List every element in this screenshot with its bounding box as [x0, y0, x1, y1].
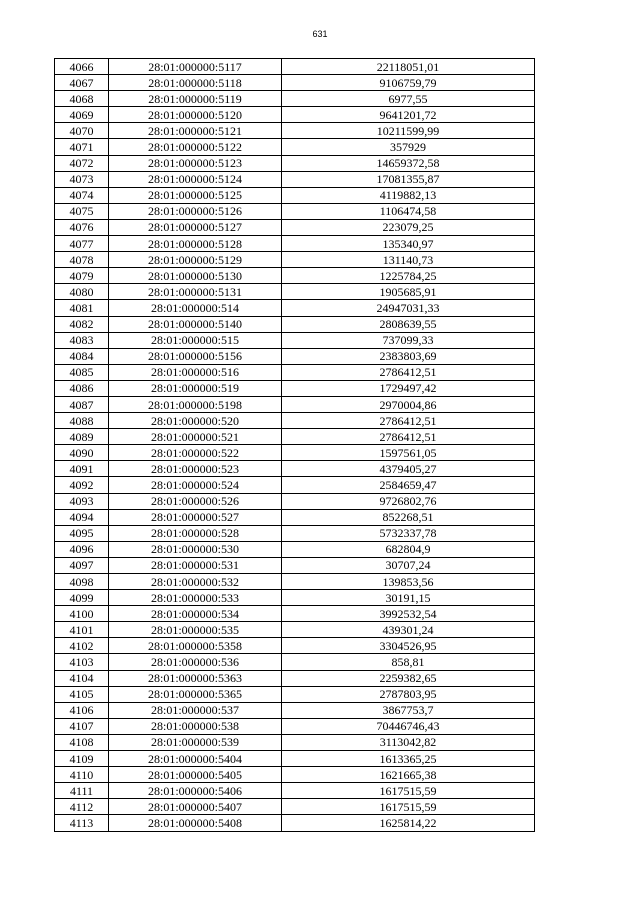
value-cell: 135340,97 [282, 236, 535, 252]
value-cell: 30191,15 [282, 590, 535, 606]
value-cell: 9641201,72 [282, 107, 535, 123]
table-row [55, 348, 535, 364]
cadastral-number-cell: 28:01:000000:535 [109, 622, 282, 638]
row-number-cell: 4093 [55, 493, 109, 509]
row-number-cell: 4071 [55, 139, 109, 155]
cadastral-number-cell: 28:01:000000:5131 [109, 284, 282, 300]
cadastral-number-cell: 28:01:000000:531 [109, 557, 282, 573]
row-number-cell: 4108 [55, 734, 109, 750]
row-number-cell: 4081 [55, 300, 109, 316]
cadastral-number-cell: 28:01:000000:5363 [109, 670, 282, 686]
row-number-cell: 4106 [55, 702, 109, 718]
table-row [55, 219, 535, 235]
value-cell: 9106759,79 [282, 75, 535, 91]
cadastral-number-cell: 28:01:000000:5130 [109, 268, 282, 284]
table-row [55, 638, 535, 654]
cadastral-number-cell: 28:01:000000:530 [109, 541, 282, 557]
table-row [55, 751, 535, 767]
table-row [55, 155, 535, 171]
table-row [55, 59, 535, 75]
cadastral-number-cell: 28:01:000000:5404 [109, 751, 282, 767]
row-number-cell: 4095 [55, 525, 109, 541]
cadastral-number-cell: 28:01:000000:5122 [109, 139, 282, 155]
value-cell: 1905685,91 [282, 284, 535, 300]
row-number-cell: 4105 [55, 686, 109, 702]
table-row [55, 799, 535, 815]
cadastral-number-cell: 28:01:000000:5405 [109, 767, 282, 783]
table-row [55, 396, 535, 412]
cadastral-number-cell: 28:01:000000:5123 [109, 155, 282, 171]
cadastral-number-cell: 28:01:000000:5120 [109, 107, 282, 123]
value-cell: 2584659,47 [282, 477, 535, 493]
value-cell: 858,81 [282, 654, 535, 670]
value-cell: 30707,24 [282, 557, 535, 573]
table-row [55, 413, 535, 429]
cadastral-number-cell: 28:01:000000:5358 [109, 638, 282, 654]
cadastral-number-cell: 28:01:000000:5121 [109, 123, 282, 139]
row-number-cell: 4073 [55, 171, 109, 187]
table-row [55, 509, 535, 525]
row-number-cell: 4075 [55, 203, 109, 219]
row-number-cell: 4076 [55, 219, 109, 235]
cadastral-number-cell: 28:01:000000:5156 [109, 348, 282, 364]
value-cell: 9726802,76 [282, 493, 535, 509]
cadastral-number-cell: 28:01:000000:539 [109, 734, 282, 750]
table-body [55, 59, 535, 832]
value-cell: 223079,25 [282, 219, 535, 235]
table-row [55, 332, 535, 348]
row-number-cell: 4104 [55, 670, 109, 686]
value-cell: 2808639,55 [282, 316, 535, 332]
value-cell: 3304526,95 [282, 638, 535, 654]
row-number-cell: 4085 [55, 364, 109, 380]
row-number-cell: 4091 [55, 461, 109, 477]
table-row [55, 123, 535, 139]
cadastral-number-cell: 28:01:000000:5408 [109, 815, 282, 831]
value-cell: 1597561,05 [282, 445, 535, 461]
row-number-cell: 4070 [55, 123, 109, 139]
value-cell: 131140,73 [282, 252, 535, 268]
table-row [55, 557, 535, 573]
row-number-cell: 4096 [55, 541, 109, 557]
row-number-cell: 4099 [55, 590, 109, 606]
table-row [55, 477, 535, 493]
cadastral-number-cell: 28:01:000000:5124 [109, 171, 282, 187]
cadastral-number-cell: 28:01:000000:5128 [109, 236, 282, 252]
cadastral-number-cell: 28:01:000000:524 [109, 477, 282, 493]
value-cell: 22118051,01 [282, 59, 535, 75]
cadastral-number-cell: 28:01:000000:5118 [109, 75, 282, 91]
value-cell: 439301,24 [282, 622, 535, 638]
table-row [55, 445, 535, 461]
value-cell: 2787803,95 [282, 686, 535, 702]
cadastral-number-cell: 28:01:000000:528 [109, 525, 282, 541]
table-row [55, 268, 535, 284]
row-number-cell: 4084 [55, 348, 109, 364]
value-cell: 10211599,99 [282, 123, 535, 139]
row-number-cell: 4101 [55, 622, 109, 638]
cadastral-number-cell: 28:01:000000:5407 [109, 799, 282, 815]
row-number-cell: 4072 [55, 155, 109, 171]
page-number: 631 [312, 29, 328, 39]
table-row [55, 686, 535, 702]
table-row [55, 91, 535, 107]
table-row [55, 300, 535, 316]
value-cell: 1625814,22 [282, 815, 535, 831]
row-number-cell: 4080 [55, 284, 109, 300]
row-number-cell: 4092 [55, 477, 109, 493]
table-row [55, 187, 535, 203]
value-cell: 2383803,69 [282, 348, 535, 364]
table-row [55, 590, 535, 606]
table-row [55, 171, 535, 187]
value-cell: 682804,9 [282, 541, 535, 557]
table-row [55, 783, 535, 799]
cadastral-number-cell: 28:01:000000:519 [109, 380, 282, 396]
value-cell: 5732337,78 [282, 525, 535, 541]
table-row [55, 461, 535, 477]
cadastral-number-cell: 28:01:000000:534 [109, 606, 282, 622]
cadastral-number-cell: 28:01:000000:526 [109, 493, 282, 509]
row-number-cell: 4111 [55, 783, 109, 799]
cadastral-number-cell: 28:01:000000:527 [109, 509, 282, 525]
value-cell: 1621665,38 [282, 767, 535, 783]
table-row [55, 702, 535, 718]
cadastral-number-cell: 28:01:000000:538 [109, 718, 282, 734]
row-number-cell: 4086 [55, 380, 109, 396]
row-number-cell: 4088 [55, 413, 109, 429]
table-row [55, 525, 535, 541]
cadastral-number-cell: 28:01:000000:5126 [109, 203, 282, 219]
row-number-cell: 4067 [55, 75, 109, 91]
cadastral-value-table [54, 58, 535, 832]
cadastral-number-cell: 28:01:000000:533 [109, 590, 282, 606]
value-cell: 4379405,27 [282, 461, 535, 477]
table-row [55, 622, 535, 638]
row-number-cell: 4069 [55, 107, 109, 123]
table-row [55, 380, 535, 396]
value-cell: 3113042,82 [282, 734, 535, 750]
cadastral-number-cell: 28:01:000000:537 [109, 702, 282, 718]
table-row [55, 734, 535, 750]
value-cell: 2259382,65 [282, 670, 535, 686]
value-cell: 1729497,42 [282, 380, 535, 396]
table-row [55, 767, 535, 783]
table-row [55, 236, 535, 252]
value-cell: 1106474,58 [282, 203, 535, 219]
table-row [55, 654, 535, 670]
row-number-cell: 4078 [55, 252, 109, 268]
table-row [55, 364, 535, 380]
value-cell: 17081355,87 [282, 171, 535, 187]
cadastral-number-cell: 28:01:000000:5406 [109, 783, 282, 799]
cadastral-number-cell: 28:01:000000:532 [109, 574, 282, 590]
cadastral-number-cell: 28:01:000000:5125 [109, 187, 282, 203]
table-row [55, 252, 535, 268]
value-cell: 2970004,86 [282, 396, 535, 412]
row-number-cell: 4090 [55, 445, 109, 461]
table-row [55, 493, 535, 509]
cadastral-number-cell: 28:01:000000:523 [109, 461, 282, 477]
value-cell: 2786412,51 [282, 413, 535, 429]
cadastral-number-cell: 28:01:000000:516 [109, 364, 282, 380]
value-cell: 357929 [282, 139, 535, 155]
table-row [55, 75, 535, 91]
cadastral-number-cell: 28:01:000000:5127 [109, 219, 282, 235]
row-number-cell: 4097 [55, 557, 109, 573]
row-number-cell: 4110 [55, 767, 109, 783]
table-row [55, 284, 535, 300]
table-row [55, 429, 535, 445]
row-number-cell: 4089 [55, 429, 109, 445]
row-number-cell: 4077 [55, 236, 109, 252]
row-number-cell: 4102 [55, 638, 109, 654]
value-cell: 852268,51 [282, 509, 535, 525]
value-cell: 3867753,7 [282, 702, 535, 718]
value-cell: 139853,56 [282, 574, 535, 590]
cadastral-number-cell: 28:01:000000:515 [109, 332, 282, 348]
value-cell: 4119882,13 [282, 187, 535, 203]
row-number-cell: 4079 [55, 268, 109, 284]
cadastral-number-cell: 28:01:000000:521 [109, 429, 282, 445]
table-row [55, 718, 535, 734]
row-number-cell: 4094 [55, 509, 109, 525]
row-number-cell: 4100 [55, 606, 109, 622]
cadastral-number-cell: 28:01:000000:520 [109, 413, 282, 429]
table-row [55, 606, 535, 622]
value-cell: 1225784,25 [282, 268, 535, 284]
row-number-cell: 4098 [55, 574, 109, 590]
value-cell: 1613365,25 [282, 751, 535, 767]
row-number-cell: 4113 [55, 815, 109, 831]
row-number-cell: 4109 [55, 751, 109, 767]
value-cell: 1617515,59 [282, 783, 535, 799]
row-number-cell: 4112 [55, 799, 109, 815]
cadastral-number-cell: 28:01:000000:5365 [109, 686, 282, 702]
cadastral-number-cell: 28:01:000000:5198 [109, 396, 282, 412]
table-row [55, 139, 535, 155]
value-cell: 6977,55 [282, 91, 535, 107]
value-cell: 2786412,51 [282, 364, 535, 380]
table-row [55, 203, 535, 219]
table-row [55, 815, 535, 831]
value-cell: 1617515,59 [282, 799, 535, 815]
row-number-cell: 4103 [55, 654, 109, 670]
cadastral-number-cell: 28:01:000000:522 [109, 445, 282, 461]
row-number-cell: 4066 [55, 59, 109, 75]
table-row [55, 670, 535, 686]
value-cell: 24947031,33 [282, 300, 535, 316]
cadastral-number-cell: 28:01:000000:536 [109, 654, 282, 670]
table-row [55, 574, 535, 590]
cadastral-number-cell: 28:01:000000:5140 [109, 316, 282, 332]
table-row [55, 541, 535, 557]
value-cell: 3992532,54 [282, 606, 535, 622]
row-number-cell: 4087 [55, 396, 109, 412]
row-number-cell: 4107 [55, 718, 109, 734]
value-cell: 737099,33 [282, 332, 535, 348]
value-cell: 70446746,43 [282, 718, 535, 734]
row-number-cell: 4074 [55, 187, 109, 203]
table-row [55, 316, 535, 332]
row-number-cell: 4083 [55, 332, 109, 348]
cadastral-number-cell: 28:01:000000:514 [109, 300, 282, 316]
table-row [55, 107, 535, 123]
cadastral-number-cell: 28:01:000000:5129 [109, 252, 282, 268]
cadastral-number-cell: 28:01:000000:5117 [109, 59, 282, 75]
value-cell: 2786412,51 [282, 429, 535, 445]
cadastral-number-cell: 28:01:000000:5119 [109, 91, 282, 107]
value-cell: 14659372,58 [282, 155, 535, 171]
row-number-cell: 4082 [55, 316, 109, 332]
row-number-cell: 4068 [55, 91, 109, 107]
